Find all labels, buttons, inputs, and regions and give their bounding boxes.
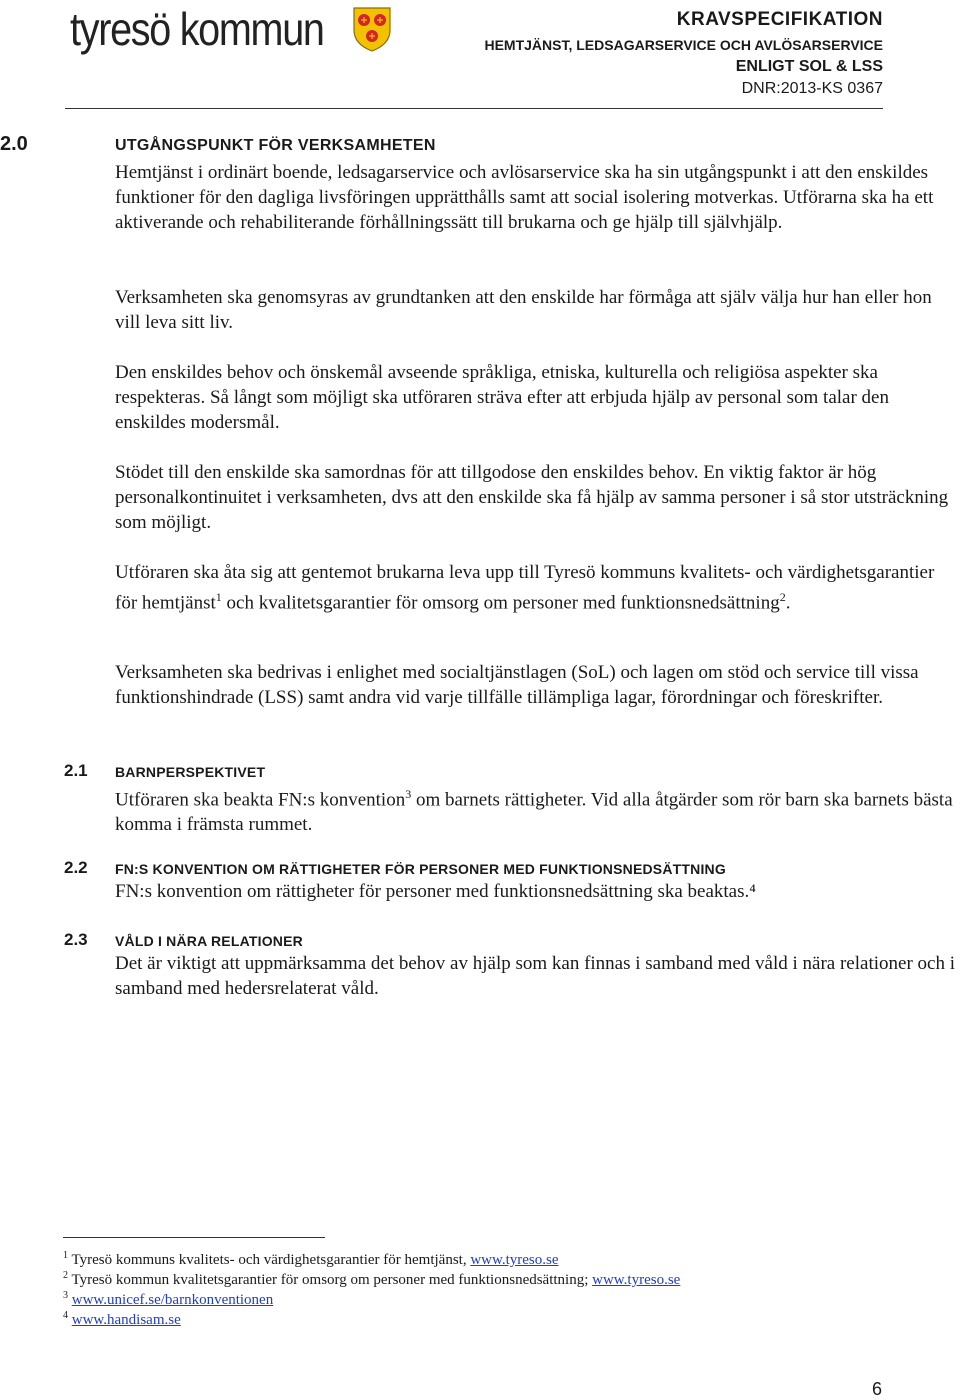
page-number: 6 xyxy=(872,1379,883,1399)
paragraph-2: Verksamheten ska genomsyras av grundtanken att den enskilde har förmåga att själv välja hur han eller hon vill leva sitt liv. xyxy=(115,287,932,333)
paragraph-5: Utföraren ska åta sig att gentemot brukarna leva upp till Tyresö kommuns kvalitets- och värdighetsgarantier för hemtjänst$^1$ och kvalitetsgarantier för omsorg om personer med funktionsnedsättning$^2$. xyxy=(115,562,935,614)
subsection-number-2-1: 2.1 xyxy=(64,761,88,780)
subsection-text-2-3: Det är viktigt att uppmärksamma det behov av hjälp som kan finnas i samband med våld i nära relationer och i samband med hedersrelaterat våld. xyxy=(115,953,955,999)
footnote-1-link[interactable]: www.tyreso.se xyxy=(470,1252,559,1268)
section-title: UTGÅNGSPUNKT FÖR VERKSAMHETEN xyxy=(115,137,436,154)
paragraph-3: Den enskildes behov och önskemål avseende språkliga, etniska, kulturella och religiösa aspekter ska respekteras. Så långt som möjligt ska utföraren sträva efter att erbjuda hjälp av personal som talar den enskildes modersmål. xyxy=(115,362,889,433)
footnote-divider xyxy=(63,1237,325,1238)
footnote-ref-3[interactable]: 3 xyxy=(405,787,412,801)
subsection-text-2-1: Utföraren ska beakta FN:s konvention$^3$ om barnets rättigheter. Vid alla åtgärder som rör barn ska barnets bästa komma i främsta rummet. xyxy=(115,787,953,836)
document-header xyxy=(484,8,883,100)
footnote-4-link[interactable]: www.handisam.se xyxy=(71,1312,181,1328)
document-title: KRAVSPECIFIKATION xyxy=(676,9,883,30)
footnote-2-link[interactable]: www.tyreso.se xyxy=(592,1272,681,1288)
document-subtitle-law: ENLIGT SOL & LSS xyxy=(735,58,883,75)
document-subtitle: HEMTJÄNST, LEDSAGARSERVICE OCH AVLÖSARSERVICE xyxy=(484,37,883,53)
subsection-title-2-2: FN:S KONVENTION OM RÄTTIGHETER FÖR PERSONER MED FUNKTIONSNEDSÄTTNING xyxy=(115,861,726,877)
footnote-ref-1[interactable]: 1 xyxy=(215,590,222,604)
footnote-3: $^3$ www.unicef.se/barnkonventionen xyxy=(63,1290,274,1308)
subsection-title-2-3: VÅLD I NÄRA RELATIONER xyxy=(115,933,303,949)
footnote-2: $^2$ Tyresö kommun kvalitetsgarantier för omsorg om personer med funktionsnedsättning; www.tyreso.se xyxy=(63,1270,681,1288)
paragraph-6: Verksamheten ska bedrivas i enlighet med socialtjänstlagen (SoL) och lagen om stöd och service till vissa funktionshindrade (LSS) samt andra vid varje tillfälle tillämpliga lagar, förordningar och föreskrifter. xyxy=(115,662,919,708)
document-dnr: DNR:2013-KS 0367 xyxy=(741,80,883,97)
paragraph-4: Stödet till den enskilde ska samordnas för att tillgodose den enskildes behov. En viktig faktor är hög personalkontinuitet i verksamheten, dvs att den enskilde ska få hjälp av samma personer i så stor utsträckning som möjligt. xyxy=(115,462,949,533)
footnote-3-link[interactable]: www.unicef.se/barnkonventionen xyxy=(71,1292,274,1308)
municipal-crest-icon xyxy=(352,6,392,52)
header-divider xyxy=(65,108,883,109)
subsection-title-2-1: BARNPERSPEKTIVET xyxy=(115,764,266,780)
paragraph-1: Hemtjänst i ordinärt boende, ledsagarservice och avlösarservice ska ha sin utgångspunkt i att den enskildes funktioner för den dagliga livsföringen upprätthålls samt att social isolering motverkas. Utförarna ska ha ett aktiverande och rehabiliterande förhållningssätt till brukarna och ge hjälp till självhjälp. xyxy=(115,162,934,233)
subsection-number-2-2: 2.2 xyxy=(64,858,88,877)
subsection-number-2-3: 2.3 xyxy=(64,930,88,949)
subsection-text-2-2: FN:s konvention om rättigheter för personer med funktionsnedsättning ska beaktas.⁴ xyxy=(115,881,756,902)
footnote-1: $^1$ Tyresö kommuns kvalitets- och värdighetsgarantier för hemtjänst, www.tyreso.se xyxy=(63,1250,559,1268)
section-number: 2.0 xyxy=(0,133,28,155)
footnote-ref-2[interactable]: 2 xyxy=(779,590,786,604)
footnote-4: $^4$ www.handisam.se xyxy=(63,1310,181,1328)
logo-wordmark: tyresö kommun xyxy=(70,3,324,55)
